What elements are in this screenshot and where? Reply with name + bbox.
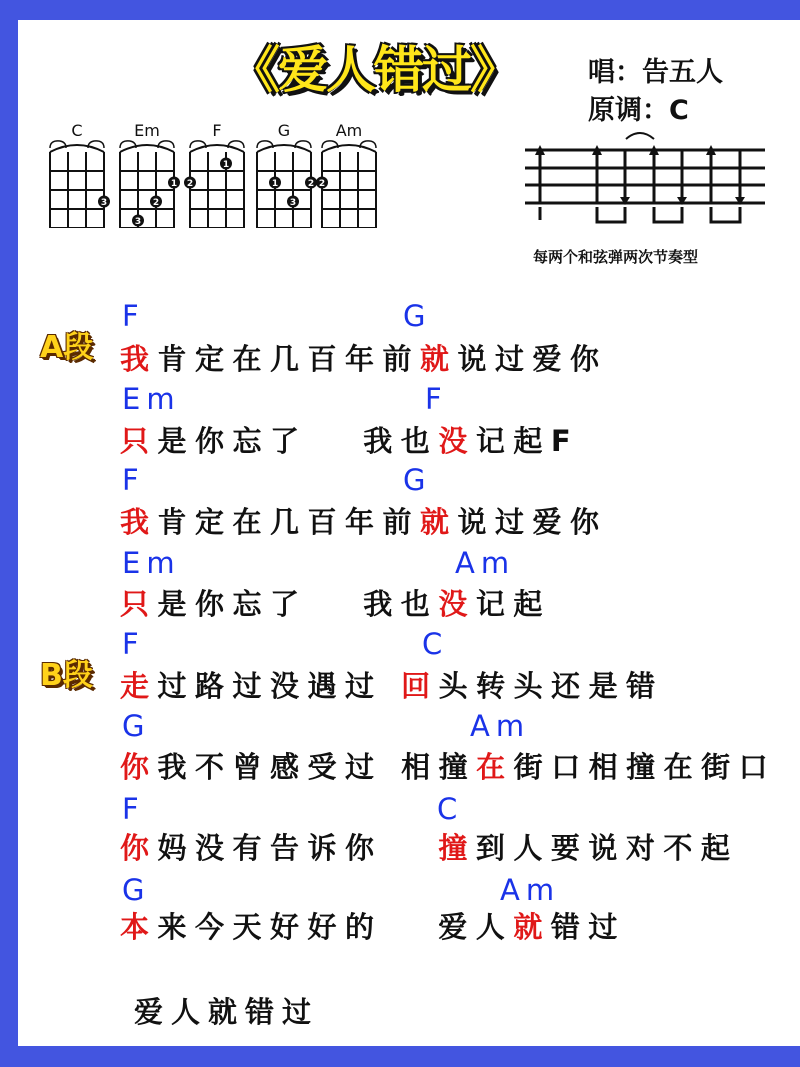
lyric-text: 是你忘了 我也	[157, 424, 439, 458]
chord-label: Am	[470, 709, 531, 743]
lyric-text: 肯定在几百年前	[157, 505, 421, 539]
lyric-line	[120, 342, 608, 376]
lyric-text: 头转头还是错	[438, 669, 664, 703]
lyric-text: 错过	[550, 910, 626, 944]
chord-name: Em	[134, 121, 160, 140]
lyric-line	[120, 831, 739, 865]
chord-name: C	[71, 121, 83, 140]
highlighted-lyric: 你	[120, 831, 158, 865]
lyric-line	[120, 910, 626, 944]
chord-label: G	[403, 299, 432, 333]
chord-label: C	[422, 627, 449, 661]
ending-lyric: 爱人就错过	[134, 995, 320, 1029]
lyric-text: 是你忘了 我也	[157, 587, 439, 621]
strum-pattern-diagram	[520, 125, 770, 230]
lyric-text: 肯定在几百年前	[157, 342, 421, 376]
strum-caption: 每两个和弦弹两次节奏型	[533, 248, 699, 266]
lyric-text: 到人要说对不起	[475, 831, 739, 865]
chord-label: Am	[455, 546, 516, 580]
svg-text:1: 1	[170, 179, 178, 189]
highlighted-lyric: 就	[513, 910, 551, 944]
chord-diagrams	[40, 118, 400, 228]
highlighted-lyric: 没	[438, 424, 476, 458]
chord-label: Em	[122, 382, 181, 416]
section-a-label: A段	[40, 330, 94, 365]
lyric-text: 过路过没遇过	[157, 669, 402, 703]
chord-label: Em	[122, 546, 181, 580]
svg-text:2: 2	[318, 179, 326, 189]
lyric-text: 街口相撞在街口	[513, 750, 777, 784]
lyric-text: 记起	[475, 587, 551, 621]
chord-diagram-Em	[120, 121, 180, 228]
highlighted-lyric: 在	[476, 750, 514, 784]
chord-diagram-C	[50, 121, 110, 228]
lyric-line	[120, 424, 580, 458]
highlighted-lyric: 就	[420, 505, 458, 539]
chord-label: Am	[500, 873, 561, 907]
highlighted-lyric: 只	[120, 587, 158, 621]
chord-label: F	[122, 463, 145, 497]
highlighted-lyric: 只	[120, 424, 158, 458]
highlighted-lyric: 没	[438, 587, 476, 621]
lyric-text: 说过爱你	[457, 505, 608, 539]
original-key: 原调：C	[588, 95, 689, 126]
chord-label: F	[122, 299, 145, 333]
svg-text:3: 3	[100, 198, 108, 208]
singer: 唱：告五人	[588, 57, 723, 88]
lyric-line	[120, 587, 551, 621]
chord-label: G	[122, 709, 151, 743]
highlighted-lyric: 回	[401, 669, 439, 703]
lyric-line	[120, 669, 664, 703]
highlighted-lyric: 我	[120, 505, 158, 539]
svg-text:3: 3	[289, 198, 297, 208]
svg-text:3: 3	[134, 217, 142, 227]
chord-diagram-Am	[316, 121, 376, 228]
lyric-line	[120, 750, 777, 784]
svg-text:2: 2	[152, 198, 160, 208]
chord-label: F	[425, 382, 448, 416]
chord-name: F	[212, 121, 222, 140]
highlighted-lyric: 就	[420, 342, 458, 376]
highlighted-lyric: 本	[120, 910, 158, 944]
lyric-text: 来今天好好的 爱人	[157, 910, 514, 944]
svg-text:2: 2	[307, 179, 315, 189]
chord-name: Am	[335, 121, 363, 140]
chord-label: C	[437, 792, 464, 826]
song-title: 《爱人错过》	[230, 41, 518, 99]
section-b-label: B段	[40, 658, 93, 693]
chord-label: F	[122, 792, 145, 826]
lyric-text: 我不曾感受过 相撞	[157, 750, 477, 784]
chord-diagram-G	[257, 121, 317, 228]
chord-name: G	[277, 121, 291, 140]
svg-text:1: 1	[271, 179, 279, 189]
svg-text:2: 2	[186, 179, 194, 189]
highlighted-lyric: 你	[120, 750, 158, 784]
highlighted-lyric: 撞	[438, 831, 476, 865]
chord-label: G	[403, 463, 432, 497]
lyric-line	[120, 505, 608, 539]
chord-label: F	[122, 627, 145, 661]
highlighted-lyric: 走	[120, 669, 158, 703]
highlighted-lyric: 我	[120, 342, 158, 376]
lyric-text: 记起F	[475, 424, 580, 458]
lyric-text: 说过爱你	[457, 342, 608, 376]
lyric-text: 妈没有告诉你	[157, 831, 439, 865]
chord-diagram-F	[184, 121, 244, 228]
svg-text:1: 1	[222, 160, 230, 170]
chord-label: G	[122, 873, 151, 907]
